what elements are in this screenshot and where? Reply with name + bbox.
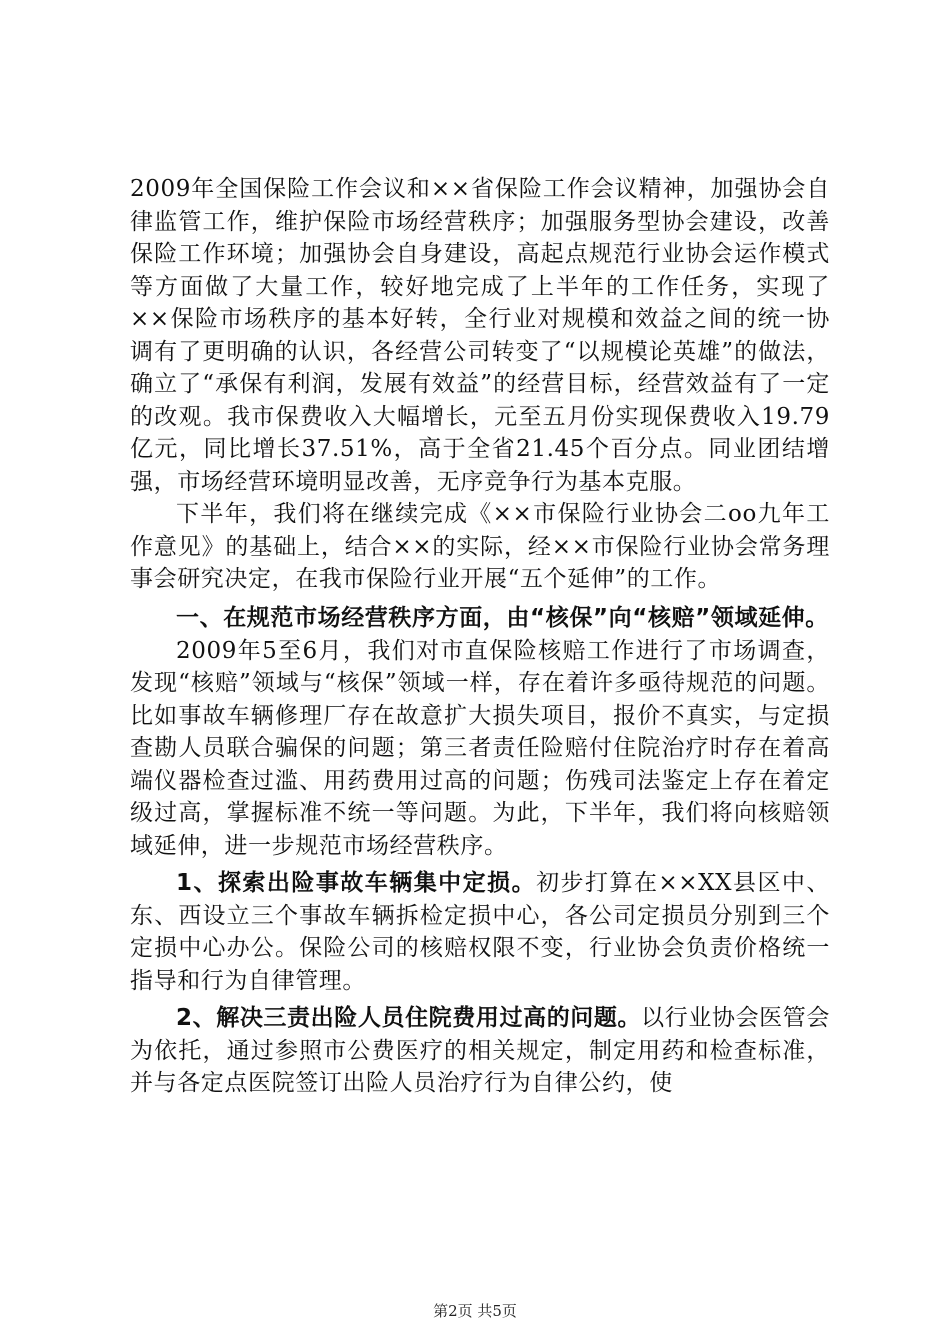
page-footer: 第2页 共5页 xyxy=(433,1302,517,1320)
paragraph-second-half-plan: 下半年，我们将在继续完成《××市保险行业协会二oo九年工作意见》的基础上，结合××的实际，经××市保险行业协会常务理事会研究决定，在我市保险行业开展“五个延伸”的工作。 xyxy=(130,501,830,592)
list-item-1-lead: 1、探索出险事故车辆集中定损。 xyxy=(176,870,537,896)
list-item-2-lead: 2、解决三责出险人员住院费用过高的问题。 xyxy=(176,1005,642,1031)
list-item-2-text: 以行业协会医管会为依托，通过参照市公费医疗的相关规定，制定用药和检查标准，并与各定点医院签订出险人员治疗行为自律公约，使 xyxy=(130,1005,830,1096)
paragraph-summary: 2009年全国保险工作会议和××省保险工作会议精神，加强协会自律监管工作，维护保险市场经营秩序；加强服务型协会建设，改善保险工作环境；加强协会自身建设，高起点规范行业协会运作模式等方面做了大量工作，较好地完成了上半年的工作任务，实现了××保险市场秩序的基本好转，全行业对规模和效益之间的统一协调有了更明确的认识，各经营公司转变了“以规模论英雄”的做法，确立了“承保有利润，发展有效益”的经营目标，经营效益有了一定的改观。我市保费收入大幅增长，元至五月份实现保费收入19.79亿元，同比增长37.51%，高于全省21.45个百分点。同业团结增强，市场经营环境明显改善，无序竞争行为基本克服。 xyxy=(130,176,830,495)
document-body xyxy=(130,173,830,1100)
section-heading-1: 一、在规范市场经营秩序方面，由“核保”向“核赔”领域延伸。 xyxy=(176,604,829,631)
list-item-1 xyxy=(130,867,830,997)
list-item-2 xyxy=(130,1002,830,1100)
list-item-1-text: 初步打算在××XX县区中、东、西设立三个事故车辆拆检定损中心，各公司定损员分别到三个定损中心办公。保险公司的核赔权限不变，行业协会负责价格统一指导和行为自律管理。 xyxy=(130,870,830,994)
paragraph-market-survey: 2009年5至6月，我们对市直保险核赔工作进行了市场调查，发现“核赔”领域与“核保”领域一样，存在着许多亟待规范的问题。比如事故车辆修理厂存在故意扩大损失项目，报价不真实，与定损查勘人员联合骗保的问题；第三者责任险赔付住院治疗时存在着高端仪器检查过滥、用药费用过高的问题；伤残司法鉴定上存在着定级过高，掌握标准不统一等问题。为此，下半年，我们将向核赔领域延伸，进一步规范市场经营秩序。 xyxy=(130,637,830,859)
